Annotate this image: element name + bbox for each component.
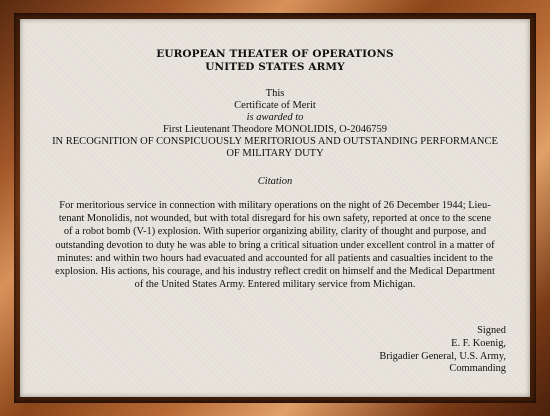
award-certificate-title: Certificate of Merit <box>234 100 316 111</box>
header-line-1: EUROPEAN THEATER OF OPERATIONS <box>156 48 394 60</box>
certificate-paper <box>20 19 530 397</box>
award-recognition-line-1: IN RECOGNITION OF CONSPICUOUSLY MERITORIOUS AND OUTSTANDING PERFORMANCE <box>52 136 498 147</box>
citation-line: explosion. His actions, his courage, and his industry reflect credit on himself and the Medical Department <box>55 266 495 278</box>
citation-line: tenant Monolidis, not wounded, but with total disregard for his own safety, reported at once to the scene <box>58 213 492 225</box>
signature-name: E. F. Koenig, <box>451 337 506 349</box>
citation-line: of the United States Army. Entered military service from Michigan. <box>134 279 416 291</box>
award-this: This <box>265 88 285 99</box>
citation-line: of a robot bomb (V-1) explosion. With superior organizing ability, clarity of thought and purpose, and <box>63 226 487 238</box>
signature-rank: Brigadier General, U.S. Army, <box>379 350 506 362</box>
award-awarded-to: is awarded to <box>246 112 304 123</box>
citation-line: outstanding devotion to duty he was able to bring a critical situation under excellent control in a matter of <box>55 239 495 251</box>
citation-line: For meritorious service in connection with military operations on the night of 26 December 1944; Lieu- <box>59 200 491 211</box>
signature-role: Commanding <box>449 363 506 375</box>
signature-block <box>336 325 506 376</box>
citation-line: minutes: and within two hours had evacuated and accounted for all patients and casualties incident to the <box>57 252 493 264</box>
award-recipient: First Lieutenant Theodore MONOLIDIS, O-2046759 <box>162 124 388 135</box>
header-line-2: UNITED STATES ARMY <box>205 61 345 73</box>
award-recognition-line-2: OF MILITARY DUTY <box>226 148 324 159</box>
citation-heading: Citation <box>257 176 293 187</box>
signature-signed: Signed <box>477 325 506 336</box>
citation-body <box>40 199 510 291</box>
